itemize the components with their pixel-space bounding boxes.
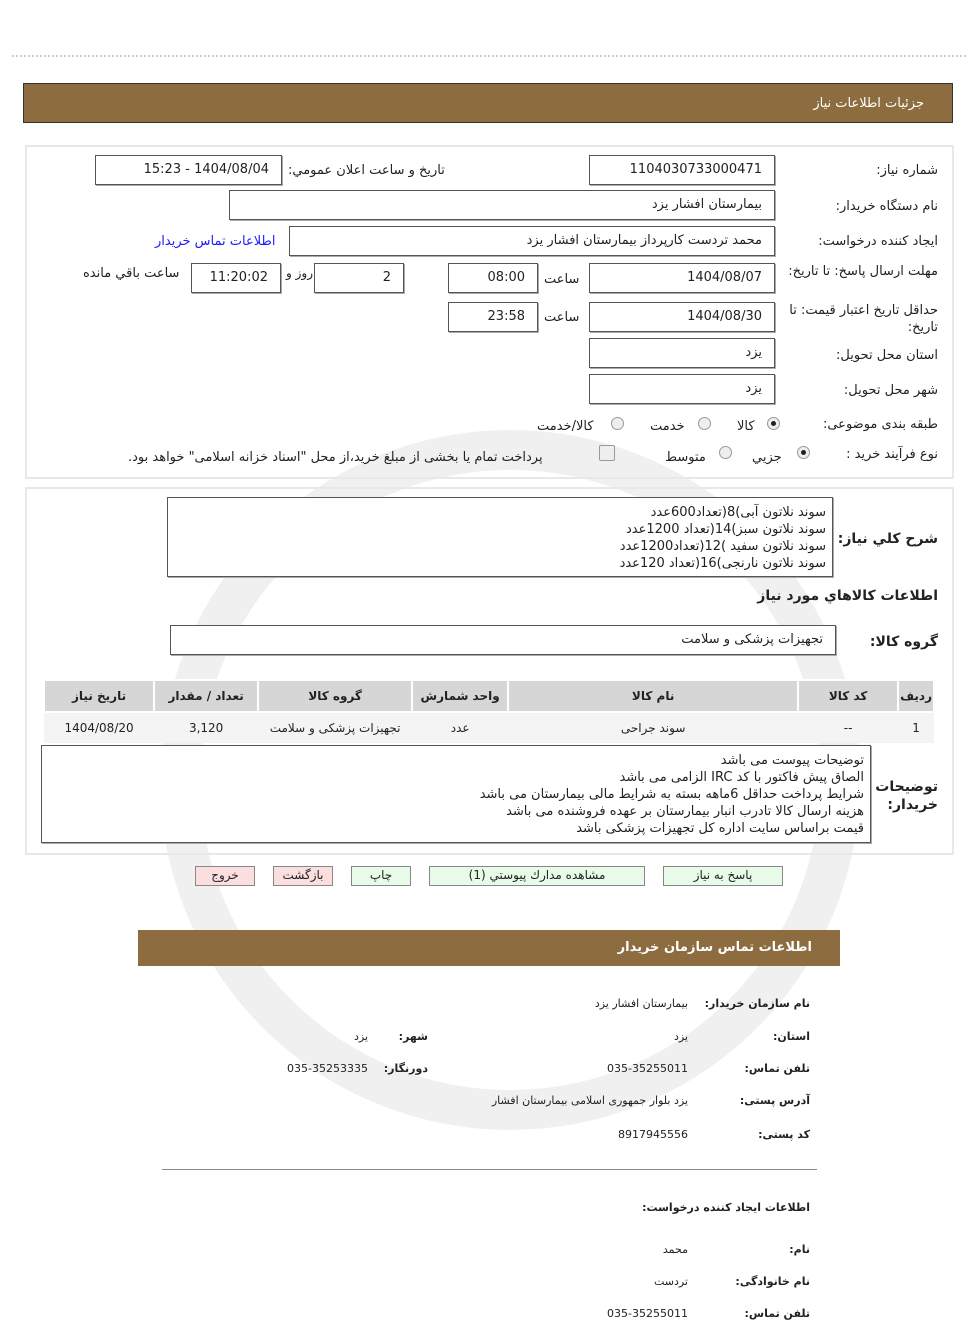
- need-number-field: 1104030733000471: [589, 155, 775, 185]
- cell: 1: [898, 712, 934, 743]
- contact-phone: 035-35255011: [607, 1062, 688, 1075]
- validity-time-label: ساعت: [544, 310, 580, 325]
- process-radio-partial[interactable]: [797, 446, 810, 459]
- contact-header: [138, 930, 840, 966]
- validity-label: حداقل تاريخ اعتبار قيمت: تا تاريخ:: [789, 303, 938, 335]
- buyer-note-line: الصاق پیش فاکتور با کد IRC الزامی می باشد: [619, 770, 864, 785]
- contact-city: يزد: [353, 1030, 368, 1043]
- divider: [162, 1169, 817, 1170]
- creator-family-label: نام خانوادگی:: [735, 1275, 810, 1288]
- province-field: يزد: [589, 338, 775, 368]
- exit-button[interactable]: خروج: [195, 866, 255, 886]
- cell: تجهيزات پزشكی و سلامت: [258, 712, 412, 743]
- contact-postal: 8917945556: [618, 1128, 688, 1141]
- category-option-label: كالا/خدمت: [537, 419, 594, 434]
- process-option-label: متوسط: [665, 450, 706, 465]
- col-header: نام كالا: [508, 680, 798, 712]
- description-line: سوند نلاتون سبز)14(تعداد 1200عدد: [626, 522, 826, 537]
- city-label: شهر محل تحويل:: [843, 383, 938, 398]
- payment-note: پرداخت تمام يا بخشی از مبلغ خريد،از محل "اسناد خزانه اسلامی" خواهد بود.: [128, 450, 543, 465]
- contact-org: بيمارستان افشار يزد: [594, 997, 688, 1010]
- cell: سوند جراحی: [508, 712, 798, 743]
- creator-label: ايجاد كننده درخواست:: [818, 234, 938, 249]
- category-radio-goods[interactable]: [767, 417, 780, 430]
- buyer-notes-box: [41, 745, 871, 843]
- attachments-button[interactable]: مشاهده مدارك پيوستي (1): [429, 866, 645, 886]
- cell: 3,120: [154, 712, 258, 743]
- table-row: [44, 712, 934, 743]
- buyer-note-line: هزینه ارسال کالا تادرب انبار بیمارستان بر عهده فروشنده می باشد: [506, 804, 864, 819]
- col-header: گروه كالا: [258, 680, 412, 712]
- description-line: سوند نلاتون آبی)8(تعداد600عدد: [650, 505, 826, 520]
- buyer-org-field: بيمارستان افشار يزد: [229, 190, 775, 220]
- contact-province-label: استان:: [773, 1030, 810, 1043]
- contact-title: اطلاعات تماس سازمان خريدار: [617, 940, 812, 955]
- col-header: تعداد / مقدار: [154, 680, 258, 712]
- goods-table: [43, 679, 935, 743]
- creator-title: اطلاعات ايجاد كننده درخواست:: [642, 1201, 810, 1214]
- goods-group-label: گروه كالا:: [869, 634, 938, 650]
- description-label: شرح كلي نياز:: [837, 531, 938, 547]
- contact-address: یزد بلوار جمهوری اسلامی بیمارستان افشار: [491, 1094, 688, 1107]
- category-option-label: كالا: [737, 419, 755, 434]
- description-box: [167, 497, 833, 577]
- creator-name: محمد: [662, 1243, 688, 1256]
- days-field: 2: [314, 263, 404, 293]
- category-radio-service[interactable]: [698, 417, 711, 430]
- creator-name-label: نام:: [789, 1243, 810, 1256]
- deadline-label: مهلت ارسال پاسخ: تا تاريخ:: [788, 264, 938, 279]
- buyer-notes-label: توضيحات خريدار:: [875, 779, 938, 813]
- divider: [12, 55, 966, 57]
- page-header: [23, 83, 953, 123]
- deadline-date-field: 1404/08/07: [589, 263, 775, 293]
- process-radio-medium[interactable]: [719, 446, 732, 459]
- contact-org-label: نام سازمان خريدار:: [704, 997, 810, 1010]
- contact-fax: 035-35253335: [287, 1062, 368, 1075]
- creator-phone-label: تلفن تماس:: [744, 1307, 810, 1320]
- col-header: رديف: [898, 680, 934, 712]
- category-option-label: خدمت: [650, 419, 685, 434]
- col-header: تاريخ نياز: [44, 680, 154, 712]
- contact-address-label: آدرس پستی:: [739, 1094, 810, 1107]
- remaining-label: ساعت باقي مانده: [83, 266, 180, 281]
- need-number-label: شماره نياز:: [876, 163, 938, 178]
- col-header: كد كالا: [798, 680, 898, 712]
- category-radio-both[interactable]: [611, 417, 624, 430]
- reply-button[interactable]: پاسخ به نياز: [663, 866, 783, 886]
- deadline-time-label: ساعت: [544, 272, 580, 287]
- deadline-time-field: 08:00: [448, 263, 538, 293]
- col-header: واحد شمارش: [412, 680, 508, 712]
- back-button[interactable]: بازگشت: [273, 866, 333, 886]
- buyer-note-line: توضیحات پیوست می باشد: [720, 753, 864, 768]
- cell: عدد: [412, 712, 508, 743]
- process-label: نوع فرآيند خريد :: [846, 447, 938, 462]
- contact-city-label: شهر:: [398, 1030, 428, 1043]
- city-field: يزد: [589, 374, 775, 404]
- cell: --: [798, 712, 898, 743]
- validity-time-field: 23:58: [448, 302, 538, 332]
- buyer-contact-link[interactable]: اطلاعات تماس خريدار: [155, 234, 276, 249]
- goods-title: اطلاعات كالاهاي مورد نياز: [757, 588, 938, 604]
- page-title: جزئيات اطلاعات نياز: [813, 96, 924, 111]
- province-label: استان محل تحويل:: [836, 348, 938, 363]
- remaining-time-field: 11:20:02: [191, 263, 281, 293]
- contact-postal-label: كد پستی:: [758, 1128, 810, 1141]
- print-button[interactable]: چاپ: [351, 866, 411, 886]
- description-line: سوند نلاتون سفید )12(تعداد1200عدد: [619, 539, 826, 554]
- treasury-checkbox[interactable]: [599, 445, 615, 461]
- announce-field: 1404/08/04 - 15:23: [95, 155, 282, 185]
- validity-date-field: 1404/08/30: [589, 302, 775, 332]
- days-label: روز و: [286, 266, 313, 280]
- buyer-org-label: نام دستگاه خريدار:: [835, 199, 938, 214]
- table-header-row: [44, 680, 934, 712]
- contact-phone-label: تلفن تماس:: [744, 1062, 810, 1075]
- creator-family: تردست: [653, 1275, 688, 1288]
- goods-group-field: تجهيزات پزشكی و سلامت: [170, 625, 836, 655]
- contact-fax-label: دورنگار:: [383, 1062, 428, 1075]
- buyer-note-line: قیمت براساس سایت اداره کل تجهیزات پزشکی باشد: [576, 821, 864, 836]
- buyer-note-line: شرایط پرداخت حداقل 6ماهه بسته به شرایط مالی بیمارستان می باشد: [479, 787, 864, 802]
- contact-province: يزد: [673, 1030, 688, 1043]
- creator-phone: 035-35255011: [607, 1307, 688, 1320]
- process-option-label: جزيي: [752, 450, 782, 465]
- category-label: طبقه بندی موضوعی:: [822, 417, 938, 432]
- announce-label: تاريخ و ساعت اعلان عمومي:: [288, 163, 445, 178]
- cell: 1404/08/20: [44, 712, 154, 743]
- creator-field: محمد تردست کارپرداز بیمارستان افشار یزد: [289, 226, 775, 256]
- description-line: سوند نلاتون نارنجی)16(تعداد 120عدد: [619, 556, 826, 571]
